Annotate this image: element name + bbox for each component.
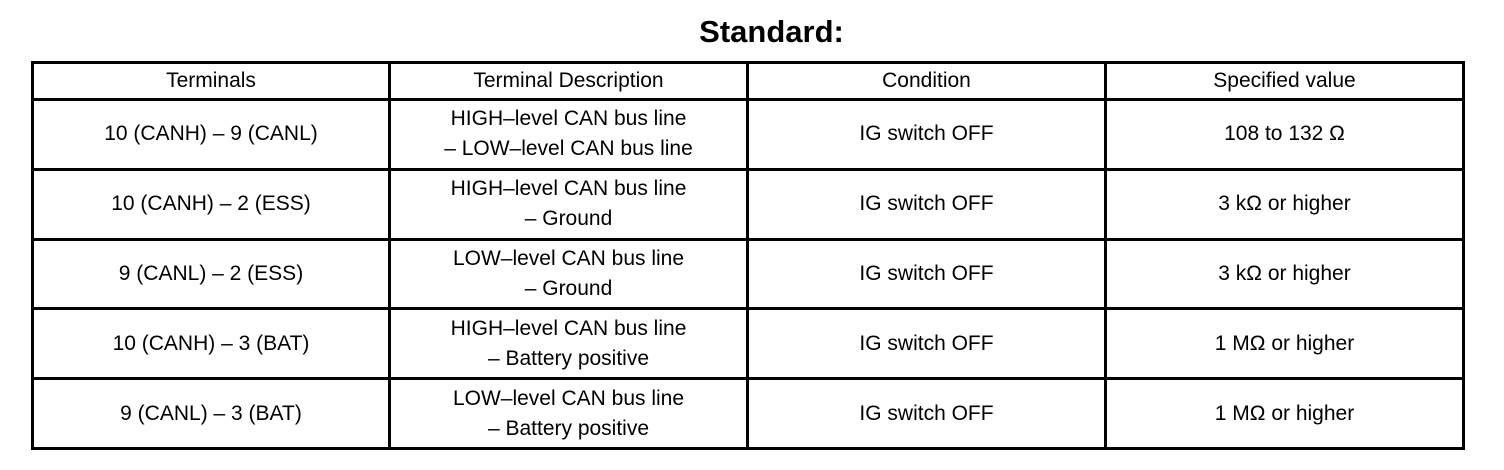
cell-condition: IG switch OFF	[748, 379, 1106, 449]
cell-terminal-description	[390, 169, 748, 239]
table-title: Standard:	[699, 14, 844, 49]
description-line: HIGH–level CAN bus line	[450, 316, 687, 340]
header-terminals: Terminals	[33, 63, 390, 100]
description-line: – Battery positive	[487, 346, 650, 370]
cell-condition: IG switch OFF	[748, 239, 1106, 309]
table-row	[33, 309, 1464, 379]
standard-spec-table	[31, 61, 1465, 450]
cell-specified-value: 1 MΩ or higher	[1106, 379, 1464, 449]
table-row	[33, 239, 1464, 309]
cell-terminals: 10 (CANH) – 3 (BAT)	[33, 309, 390, 379]
cell-terminals: 10 (CANH) – 9 (CANL)	[33, 100, 390, 170]
description-line: LOW–level CAN bus line	[452, 246, 685, 270]
cell-terminal-description	[390, 239, 748, 309]
header-condition: Condition	[748, 63, 1106, 100]
table-row	[33, 100, 1464, 170]
cell-specified-value: 3 kΩ or higher	[1106, 239, 1464, 309]
cell-terminals: 9 (CANL) – 2 (ESS)	[33, 239, 390, 309]
description-line: – Ground	[524, 276, 613, 300]
cell-condition: IG switch OFF	[748, 169, 1106, 239]
description-line: – Battery positive	[487, 416, 650, 440]
cell-specified-value: 108 to 132 Ω	[1106, 100, 1464, 170]
description-line: – Ground	[524, 207, 613, 231]
cell-condition: IG switch OFF	[748, 100, 1106, 170]
cell-terminal-description	[390, 309, 748, 379]
description-line: – LOW–level CAN bus line	[444, 137, 693, 161]
cell-terminals: 10 (CANH) – 2 (ESS)	[33, 169, 390, 239]
header-terminal-description: Terminal Description	[390, 63, 748, 100]
table-row	[33, 169, 1464, 239]
description-line: LOW–level CAN bus line	[452, 386, 685, 410]
header-specified-value: Specified value	[1106, 63, 1464, 100]
description-line: HIGH–level CAN bus line	[450, 107, 687, 131]
cell-specified-value: 3 kΩ or higher	[1106, 169, 1464, 239]
table-header-row	[33, 63, 1464, 100]
cell-terminal-description	[390, 100, 748, 170]
cell-terminal-description	[390, 379, 748, 449]
cell-condition: IG switch OFF	[748, 309, 1106, 379]
cell-terminals: 9 (CANL) – 3 (BAT)	[33, 379, 390, 449]
cell-specified-value: 1 MΩ or higher	[1106, 309, 1464, 379]
table-row	[33, 379, 1464, 449]
description-line: HIGH–level CAN bus line	[450, 177, 687, 201]
